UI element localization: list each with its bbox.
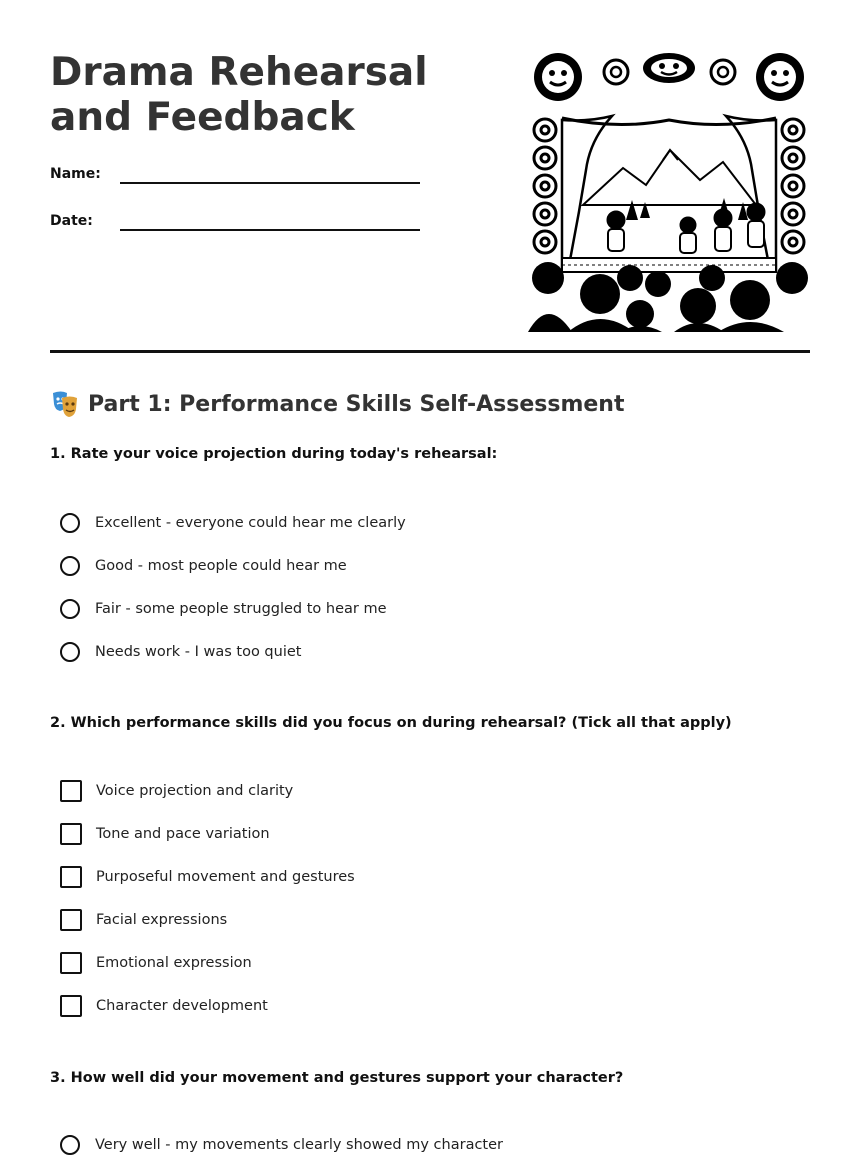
radio-button[interactable] xyxy=(60,513,80,533)
q3-option-very-well[interactable] xyxy=(60,1132,503,1158)
q2-option-tone-pace[interactable] xyxy=(60,821,270,847)
radio-button[interactable] xyxy=(60,1135,80,1155)
checkbox[interactable] xyxy=(60,780,82,802)
q2-option-character-development[interactable] xyxy=(60,993,268,1019)
option-label: Excellent - everyone could hear me clearly xyxy=(95,515,406,531)
mountains xyxy=(583,150,756,205)
question-3: 3. How well did your movement and gestures support your character? xyxy=(50,1070,624,1086)
theatre-masks-icon xyxy=(50,389,80,419)
name-field[interactable] xyxy=(120,182,420,184)
right-ornament-column xyxy=(782,119,804,253)
sun-face-ornament-right xyxy=(756,53,804,101)
checkbox[interactable] xyxy=(60,952,82,974)
q2-option-voice-projection[interactable] xyxy=(60,778,293,804)
sun-face-ornament-left xyxy=(534,53,582,101)
q2-option-facial-expressions[interactable] xyxy=(60,907,227,933)
q1-option-excellent[interactable] xyxy=(60,510,406,536)
question-1: 1. Rate your voice projection during today's rehearsal: xyxy=(50,446,498,462)
part1-heading xyxy=(50,388,624,420)
part1-heading-text: Part 1: Performance Skills Self-Assessment xyxy=(88,391,625,417)
question-2: 2. Which performance skills did you focus on during rehearsal? (Tick all that apply) xyxy=(50,715,732,731)
checkbox[interactable] xyxy=(60,823,82,845)
option-label: Needs work - I was too quiet xyxy=(95,644,302,660)
radio-button[interactable] xyxy=(60,642,80,662)
name-label: Name: xyxy=(50,166,101,182)
option-label: Tone and pace variation xyxy=(96,826,270,842)
option-label: Fair - some people struggled to hear me xyxy=(95,601,387,617)
mask-ornament-center xyxy=(643,53,695,83)
radio-button[interactable] xyxy=(60,556,80,576)
option-label: Very well - my movements clearly showed my character xyxy=(95,1137,503,1153)
checkbox[interactable] xyxy=(60,909,82,931)
q1-option-fair[interactable] xyxy=(60,596,387,622)
date-field[interactable] xyxy=(120,229,420,231)
spiral-ornament xyxy=(711,60,735,84)
q2-option-movement-gestures[interactable] xyxy=(60,864,355,890)
checkbox[interactable] xyxy=(60,995,82,1017)
section-divider xyxy=(50,350,810,353)
date-label: Date: xyxy=(50,213,93,229)
q1-option-good[interactable] xyxy=(60,553,347,579)
radio-button[interactable] xyxy=(60,599,80,619)
option-label: Purposeful movement and gestures xyxy=(96,869,355,885)
theatre-stage-illustration xyxy=(528,50,810,332)
option-label: Character development xyxy=(96,998,268,1014)
name-field-row xyxy=(50,166,430,190)
date-field-row xyxy=(50,213,430,237)
option-label: Good - most people could hear me xyxy=(95,558,347,574)
option-label: Voice projection and clarity xyxy=(96,783,294,799)
option-label: Facial expressions xyxy=(96,912,228,928)
page-title: Drama Rehearsal and Feedback xyxy=(50,50,428,140)
q2-option-emotional-expression[interactable] xyxy=(60,950,252,976)
spiral-ornament xyxy=(604,60,628,84)
left-ornament-column xyxy=(534,119,556,253)
q1-option-needs-work[interactable] xyxy=(60,639,301,665)
checkbox[interactable] xyxy=(60,866,82,888)
option-label: Emotional expression xyxy=(96,955,252,971)
